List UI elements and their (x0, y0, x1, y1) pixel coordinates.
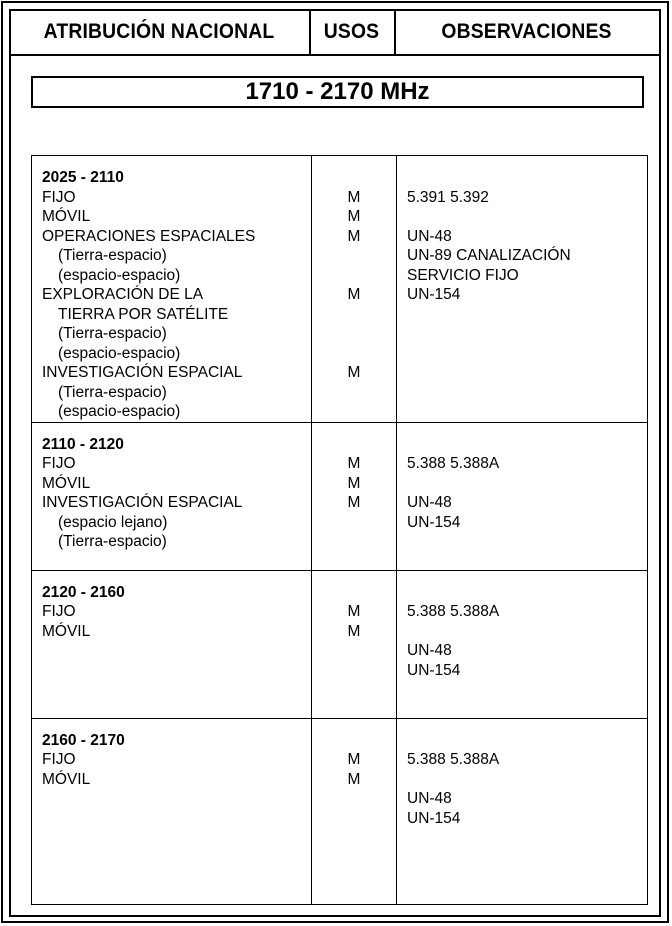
atribucion-cell (32, 156, 312, 423)
uso-value: M (347, 603, 361, 620)
atribucion-cell (32, 422, 312, 570)
service-line: (espacio-espacio) (58, 344, 181, 362)
service-line: (Tierra-espacio) (58, 247, 167, 264)
service-line: OPERACIONES ESPACIALES (42, 227, 256, 245)
uso-value: M (347, 751, 361, 768)
observacion-line: 5.388 5.388A (407, 603, 500, 620)
observacion-line (397, 474, 647, 494)
observacion-line: UN-89 CANALIZACIÓN (407, 247, 571, 264)
service-line: INVESTIGACIÓN ESPACIAL (42, 364, 243, 381)
uso-value (312, 532, 396, 552)
service-line: MÓVIL (42, 474, 91, 492)
observacion-line: UN-48 (407, 227, 452, 245)
uso-value (312, 246, 396, 266)
observacion-line: 5.388 5.388A (407, 455, 500, 472)
table-row (32, 156, 648, 423)
uso-value (312, 324, 396, 344)
observaciones-cell (397, 570, 648, 718)
frequency-range: 2110 - 2120 (42, 435, 124, 453)
observacion-line: UN-154 (407, 661, 461, 679)
observacion-line (397, 770, 647, 790)
service-line: (Tierra-espacio) (58, 325, 167, 342)
observacion-line (397, 622, 647, 642)
table-row (32, 570, 648, 718)
uso-value: M (347, 364, 361, 381)
observacion-line: 5.391 5.392 (407, 188, 489, 206)
service-line: (Tierra-espacio) (58, 383, 167, 401)
uso-value (312, 383, 396, 403)
service-line: TIERRA POR SATÉLITE (58, 305, 229, 323)
uso-value: M (347, 494, 361, 511)
uso-value (312, 513, 396, 533)
uso-value (312, 402, 396, 422)
table-row (32, 422, 648, 570)
service-line: FIJO (42, 188, 76, 206)
header-observaciones: OBSERVACIONES (441, 19, 612, 43)
observaciones-cell (397, 718, 648, 904)
frequency-range: 2025 - 2110 (42, 169, 124, 186)
uso-value: M (347, 286, 361, 303)
service-line: (espacio-espacio) (58, 403, 181, 420)
usos-cell (312, 156, 397, 423)
table-row (32, 718, 648, 904)
frequency-range: 2120 - 2160 (42, 583, 125, 601)
service-line: MÓVIL (42, 770, 91, 788)
uso-value: M (347, 227, 361, 245)
observaciones-cell (397, 156, 648, 423)
table-header (9, 9, 661, 56)
observacion-line: SERVICIO FIJO (407, 266, 519, 284)
observacion-line: UN-48 (407, 494, 452, 511)
service-line: INVESTIGACIÓN ESPACIAL (42, 494, 243, 511)
observacion-line (397, 207, 647, 227)
observacion-line: 5.388 5.388A (407, 751, 500, 768)
observacion-line: UN-48 (407, 790, 452, 807)
header-atribucion-nacional: ATRIBUCIÓN NACIONAL (43, 19, 275, 43)
usos-cell (312, 422, 397, 570)
header-usos: USOS (323, 19, 380, 43)
service-line: EXPLORACIÓN DE LA (42, 286, 204, 303)
uso-value (312, 305, 396, 325)
band-title: 1710 - 2170 MHz (31, 76, 644, 108)
allocation-table (31, 155, 648, 905)
service-line: FIJO (42, 603, 76, 620)
atribucion-cell (32, 570, 312, 718)
service-line: (Tierra-espacio) (58, 533, 167, 550)
service-line: (espacio-espacio) (58, 266, 181, 284)
observacion-line: UN-154 (407, 513, 461, 531)
observacion-line: UN-154 (407, 286, 461, 303)
uso-value: M (347, 770, 361, 788)
uso-value: M (347, 208, 361, 225)
service-line: FIJO (42, 455, 76, 472)
usos-cell (312, 570, 397, 718)
service-line: (espacio lejano) (58, 513, 168, 531)
uso-value: M (347, 455, 361, 472)
atribucion-cell (32, 718, 312, 904)
header-divider (309, 9, 311, 56)
usos-cell (312, 718, 397, 904)
header-divider (394, 9, 396, 56)
uso-value: M (347, 474, 361, 492)
observacion-line: UN-154 (407, 809, 461, 827)
uso-value: M (347, 188, 361, 206)
frequency-range: 2160 - 2170 (42, 731, 125, 749)
uso-value (312, 344, 396, 364)
service-line: MÓVIL (42, 208, 91, 225)
uso-value: M (347, 622, 361, 640)
uso-value (312, 266, 396, 286)
service-line: MÓVIL (42, 622, 91, 640)
service-line: FIJO (42, 751, 76, 768)
observaciones-cell (397, 422, 648, 570)
observacion-line: UN-48 (407, 642, 452, 659)
